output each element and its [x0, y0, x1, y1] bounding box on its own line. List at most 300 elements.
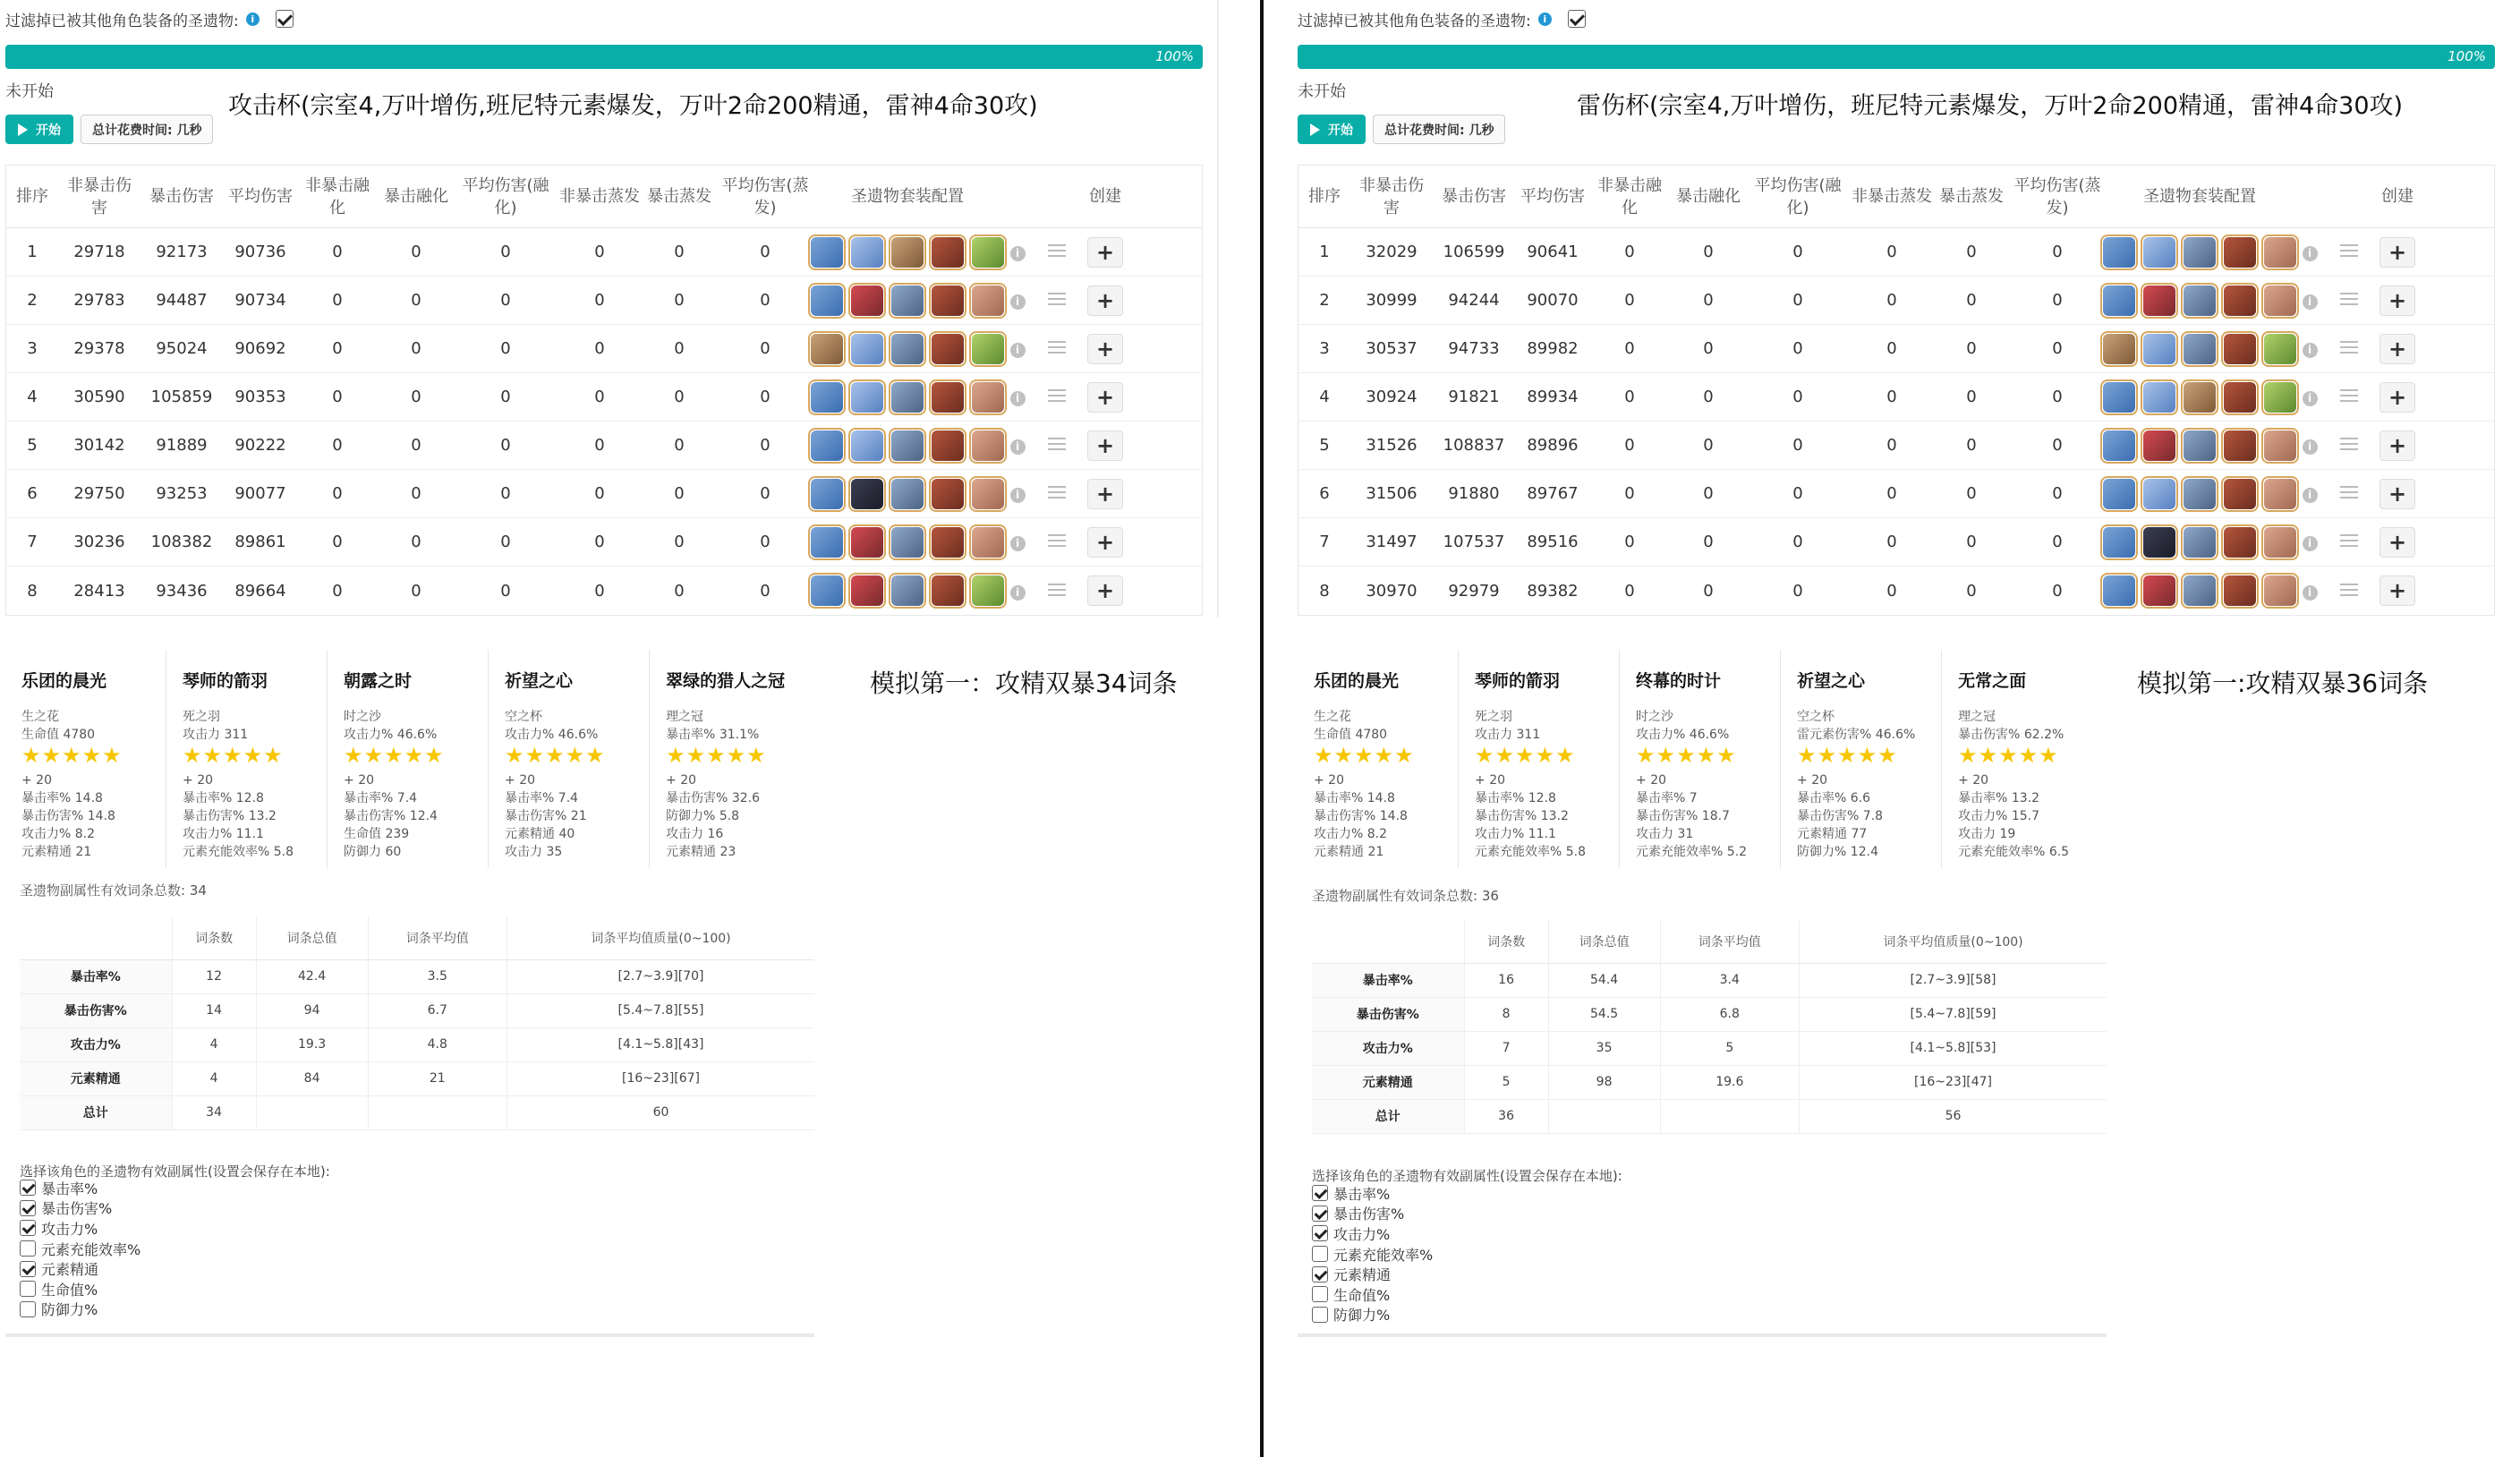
- artifact-icon-frame[interactable]: [889, 524, 926, 560]
- artifact-substat: 暴击伤害% 7.8: [1797, 809, 1884, 823]
- info-icon[interactable]: i: [1010, 246, 1026, 261]
- start-button[interactable]: [5, 115, 73, 144]
- artifact-icon: [2103, 237, 2135, 268]
- attr-label: 生命值%: [1333, 1286, 1391, 1304]
- create-plus-button[interactable]: +: [1087, 237, 1123, 268]
- artifact-icon: [811, 237, 843, 268]
- artifact-icon-frame[interactable]: [808, 476, 846, 512]
- attr-option[interactable]: [20, 1279, 140, 1299]
- avg-damage-cell: 90736: [234, 243, 286, 261]
- artifact-icon-frame[interactable]: [889, 283, 926, 319]
- list-icon[interactable]: [1048, 438, 1066, 450]
- right-panel: [1292, 0, 2520, 1457]
- col-header: 创建: [1089, 187, 1121, 206]
- filter-row: [5, 5, 294, 32]
- list-icon[interactable]: [1048, 486, 1066, 498]
- artifact-icon-frame[interactable]: [808, 573, 846, 609]
- attr-option[interactable]: [1312, 1223, 1433, 1244]
- create-plus-button[interactable]: +: [1087, 382, 1123, 413]
- substat-value: 19.6: [1660, 1065, 1800, 1099]
- artifact-icon: [2184, 334, 2216, 364]
- star-icon: ★: [263, 743, 283, 768]
- filter-checkbox[interactable]: [1568, 10, 1586, 28]
- artifact-icon-frame[interactable]: [848, 283, 886, 319]
- artifact-card[interactable]: [1942, 650, 2103, 868]
- list-icon[interactable]: [1048, 244, 1066, 257]
- crit-damage-cell: 91880: [1448, 484, 1500, 503]
- artifact-substat: 暴击伤害% 21: [505, 809, 587, 823]
- star-icon: ★: [243, 743, 263, 768]
- filter-label: 过滤掉已被其他角色装备的圣遗物:: [1298, 12, 1531, 30]
- artifact-icon-frame[interactable]: [2221, 476, 2259, 512]
- info-cell: [1000, 436, 1035, 455]
- artifact-icon-frame[interactable]: [929, 524, 966, 560]
- create-plus-button[interactable]: +: [2380, 479, 2415, 509]
- avg-melt-cell: 0: [500, 436, 511, 455]
- start-button[interactable]: [1298, 115, 1366, 144]
- substat-name: 攻击力%: [1312, 1031, 1464, 1065]
- avg-melt-cell: 0: [1792, 533, 1803, 551]
- artifact-slot: 理之冠: [1958, 710, 1996, 724]
- attr-checkbox[interactable]: [1312, 1307, 1328, 1323]
- crit-vaporize-cell: 0: [674, 339, 685, 358]
- time-button[interactable]: 总计花费时间: 几秒: [1373, 115, 1505, 144]
- attr-option[interactable]: [1312, 1305, 1433, 1325]
- list-icon[interactable]: [1048, 389, 1066, 402]
- artifact-substat: 攻击力% 15.7: [1958, 809, 2039, 823]
- col-header: 非暴击蒸发: [559, 187, 640, 206]
- crit-damage-cell: 108837: [1443, 436, 1505, 455]
- artifact-card[interactable]: [1298, 650, 1459, 868]
- artifact-card[interactable]: [650, 650, 811, 868]
- attr-option[interactable]: [20, 1239, 140, 1259]
- create-plus-button[interactable]: +: [2380, 237, 2415, 268]
- info-icon[interactable]: i: [2303, 488, 2318, 503]
- info-icon[interactable]: i: [1538, 13, 1552, 26]
- substat-header: 词条平均值: [1660, 920, 1800, 963]
- attr-option[interactable]: [1312, 1183, 1433, 1204]
- col-header: [1000, 166, 1035, 227]
- artifact-substat: 元素充能效率% 5.8: [1475, 845, 1587, 859]
- info-icon[interactable]: i: [2303, 246, 2318, 261]
- crit-damage-cell: 91821: [1448, 388, 1500, 406]
- artifact-slot: 空之杯: [505, 710, 543, 724]
- artifact-icon-frame[interactable]: [848, 476, 886, 512]
- artifact-icon: [2224, 430, 2256, 461]
- artifact-icon-frame[interactable]: [848, 428, 886, 464]
- artifact-slot: 时之沙: [344, 710, 382, 724]
- avg-vaporize-cell: 0: [2052, 581, 2063, 601]
- artifact-icon-frame[interactable]: [2100, 234, 2138, 270]
- substat-value: 16: [1464, 963, 1548, 997]
- artifact-icon-frame[interactable]: [2100, 428, 2138, 464]
- artifact-icon: [2184, 285, 2216, 316]
- total-quality: 60: [507, 1095, 814, 1129]
- attr-option[interactable]: [20, 1178, 140, 1198]
- noncrit-damage-cell: 28413: [73, 581, 125, 601]
- col-header: 平均伤害: [1520, 187, 1585, 206]
- artifact-icon-frame[interactable]: [2141, 234, 2178, 270]
- result-row: [1298, 325, 2494, 373]
- list-icon[interactable]: [1048, 534, 1066, 547]
- artifact-icon-frame[interactable]: [808, 234, 846, 270]
- artifact-icon-frame[interactable]: [2100, 331, 2138, 367]
- artifact-icon-frame[interactable]: [2221, 524, 2259, 560]
- list-cell: [2328, 582, 2371, 601]
- info-icon[interactable]: i: [1010, 585, 1026, 601]
- star-icon: ★: [21, 743, 41, 768]
- attr-option[interactable]: [1312, 1284, 1433, 1305]
- list-icon[interactable]: [1048, 584, 1066, 596]
- artifact-substat: 暴击伤害% 12.4: [344, 809, 438, 823]
- info-icon[interactable]: i: [1010, 536, 1026, 551]
- crit-vaporize-cell: 0: [1966, 388, 1977, 406]
- artifact-icon: [2224, 382, 2256, 413]
- artifact-icon-frame[interactable]: [848, 524, 886, 560]
- star-rating: [505, 745, 649, 766]
- avg-melt-cell: 0: [1792, 339, 1803, 358]
- artifact-icon-frame[interactable]: [2181, 379, 2218, 415]
- avg-damage-cell: 90641: [1527, 243, 1579, 261]
- artifact-name: 乐团的晨光: [1314, 671, 1400, 691]
- artifact-icon-frame[interactable]: [2100, 379, 2138, 415]
- list-icon[interactable]: [2340, 389, 2358, 402]
- artifact-icon: [932, 382, 964, 413]
- star-icon: ★: [1535, 743, 1555, 768]
- crit-damage-cell: 91889: [156, 436, 208, 455]
- info-icon[interactable]: i: [1010, 343, 1026, 358]
- col-header: 暴击蒸发: [1939, 187, 2004, 206]
- info-icon[interactable]: i: [1010, 391, 1026, 406]
- attr-option[interactable]: [1312, 1204, 1433, 1224]
- list-icon[interactable]: [2340, 244, 2358, 257]
- attr-option[interactable]: [20, 1299, 140, 1320]
- substat-header: 词条平均值质量(0~100): [1800, 920, 2107, 963]
- star-icon: ★: [1998, 743, 2018, 768]
- star-icon: ★: [524, 743, 545, 768]
- artifact-icon-frame[interactable]: [889, 379, 926, 415]
- substat-value: 21: [368, 1061, 507, 1095]
- artifact-icon: [2224, 237, 2256, 268]
- info-cell: [1000, 339, 1035, 358]
- attr-label: 元素充能效率%: [1333, 1246, 1434, 1264]
- star-icon: ★: [706, 743, 726, 768]
- artifact-card[interactable]: [1620, 650, 1781, 868]
- artifact-icon-frame[interactable]: [2141, 476, 2178, 512]
- attr-checkbox[interactable]: [20, 1220, 36, 1236]
- col-header: 平均伤害(融化): [1754, 175, 1842, 217]
- info-icon[interactable]: i: [2303, 343, 2318, 358]
- time-button[interactable]: 总计花费时间: 几秒: [81, 115, 213, 144]
- artifact-icon-frame[interactable]: [929, 234, 966, 270]
- info-cell: [1000, 533, 1035, 551]
- substat-name: 元素精通: [1312, 1065, 1464, 1099]
- list-icon[interactable]: [2340, 584, 2358, 596]
- artifact-substat: 元素充能效率% 6.5: [1958, 845, 2070, 859]
- artifact-icon-frame[interactable]: [889, 234, 926, 270]
- artifact-icon: [932, 430, 964, 461]
- attr-option[interactable]: [20, 1198, 140, 1219]
- info-icon[interactable]: i: [2303, 439, 2318, 455]
- artifact-icon-frame[interactable]: [929, 476, 966, 512]
- artifact-icon-frame[interactable]: [2221, 379, 2259, 415]
- create-plus-button[interactable]: +: [1087, 430, 1123, 461]
- artifact-card[interactable]: [328, 650, 489, 868]
- substat-value: 54.4: [1548, 963, 1660, 997]
- artifact-level: + 20: [1958, 773, 1989, 788]
- result-row: [1298, 373, 2494, 422]
- col-header: 平均伤害(蒸发): [2013, 175, 2101, 217]
- noncrit-vaporize-cell: 0: [1886, 339, 1897, 358]
- attr-checkbox[interactable]: [1312, 1225, 1328, 1241]
- star-icon: ★: [62, 743, 81, 768]
- artifact-icon-frame[interactable]: [929, 428, 966, 464]
- artifact-card[interactable]: [1781, 650, 1942, 868]
- avg-vaporize-cell: 0: [2052, 388, 2063, 406]
- status-text: 未开始: [5, 82, 54, 101]
- info-icon[interactable]: i: [1010, 294, 1026, 310]
- artifact-icon-frame[interactable]: [848, 331, 886, 367]
- artifact-cards: [1298, 650, 2103, 868]
- artifact-icon-frame[interactable]: [848, 573, 886, 609]
- rank-cell: 2: [27, 291, 38, 310]
- artifact-icon-frame[interactable]: [929, 573, 966, 609]
- avg-damage-cell: 89382: [1527, 581, 1579, 601]
- attr-title: 选择该角色的圣遗物有效副属性(设置会保存在本地):: [1312, 1168, 1622, 1184]
- artifact-icon: [2143, 237, 2175, 268]
- attr-checkbox[interactable]: [20, 1240, 36, 1257]
- artifact-icon-frame[interactable]: [889, 331, 926, 367]
- artifact-level: + 20: [1636, 773, 1667, 788]
- create-cell: [1078, 575, 1132, 606]
- artifact-icon: [2224, 285, 2256, 316]
- artifact-icon-frame[interactable]: [889, 428, 926, 464]
- substat-value: 12: [172, 959, 256, 993]
- artifact-icon: [932, 285, 964, 316]
- artifact-icon-frame[interactable]: [2181, 476, 2218, 512]
- progress-bar: [1298, 45, 2495, 69]
- artifact-icon-frame[interactable]: [808, 283, 846, 319]
- artifact-icon: [2103, 575, 2135, 606]
- artifact-icon-frame[interactable]: [808, 524, 846, 560]
- info-icon[interactable]: i: [2303, 536, 2318, 551]
- col-header: 非暴击融化: [1597, 175, 1662, 217]
- substat-value: 98: [1548, 1065, 1660, 1099]
- artifact-icon-frame[interactable]: [808, 331, 846, 367]
- info-icon[interactable]: i: [2303, 585, 2318, 601]
- info-icon[interactable]: i: [2303, 391, 2318, 406]
- result-row: [1298, 518, 2494, 567]
- total-label: 总计: [20, 1095, 172, 1129]
- artifact-icon-frame[interactable]: [808, 379, 846, 415]
- artifact-icon: [891, 527, 924, 558]
- substat-value: 4: [172, 1061, 256, 1095]
- info-icon[interactable]: i: [246, 13, 260, 26]
- avg-damage-cell: 90077: [234, 484, 286, 503]
- artifact-main-stat: 暴击率% 31.1%: [666, 728, 760, 742]
- create-plus-button[interactable]: +: [2380, 575, 2415, 606]
- create-plus-button[interactable]: +: [2380, 430, 2415, 461]
- substat-name: 暴击伤害%: [20, 993, 172, 1027]
- artifact-icon-frame[interactable]: [2141, 283, 2178, 319]
- attr-checkbox[interactable]: [1312, 1185, 1328, 1201]
- rank-cell: 1: [1319, 243, 1330, 261]
- avg-melt-cell: 0: [1792, 436, 1803, 455]
- artifact-icon-frame[interactable]: [889, 573, 926, 609]
- artifact-card[interactable]: [1459, 650, 1620, 868]
- create-plus-button[interactable]: +: [1087, 285, 1123, 316]
- star-icon: ★: [1374, 743, 1394, 768]
- artifact-set-icons: [815, 331, 1000, 367]
- filter-checkbox[interactable]: [276, 10, 294, 28]
- headline-annotation: 攻击杯(宗室4,万叶增伤,班尼特元素爆发，万叶2命200精通，雷神4命30攻): [228, 92, 1038, 120]
- artifact-icon-frame[interactable]: [2221, 428, 2259, 464]
- artifact-card[interactable]: [166, 650, 328, 868]
- list-icon[interactable]: [2340, 438, 2358, 450]
- create-cell: [2371, 285, 2424, 316]
- substat-value: 5: [1464, 1065, 1548, 1099]
- create-cell: [1078, 285, 1132, 316]
- artifact-icon-frame[interactable]: [889, 476, 926, 512]
- artifact-icon-frame[interactable]: [2221, 234, 2259, 270]
- info-cell: [2292, 582, 2328, 601]
- artifact-icon-frame[interactable]: [2181, 283, 2218, 319]
- artifact-icon-frame[interactable]: [2141, 524, 2178, 560]
- noncrit-melt-cell: 0: [1624, 436, 1635, 455]
- attr-option[interactable]: [20, 1218, 140, 1239]
- create-plus-button[interactable]: +: [2380, 382, 2415, 413]
- artifact-icon-frame[interactable]: [848, 234, 886, 270]
- artifact-icon-frame[interactable]: [2181, 524, 2218, 560]
- attr-title: 选择该角色的圣遗物有效副属性(设置会保存在本地):: [20, 1163, 330, 1180]
- artifact-name: 祈望之心: [505, 671, 574, 691]
- attr-label: 元素充能效率%: [41, 1240, 141, 1258]
- list-icon[interactable]: [1048, 293, 1066, 305]
- crit-damage-cell: 94487: [156, 291, 208, 310]
- noncrit-melt-cell: 0: [332, 243, 343, 261]
- info-icon[interactable]: i: [1010, 439, 1026, 455]
- crit-melt-cell: 0: [411, 533, 421, 551]
- artifact-icon-frame[interactable]: [2181, 234, 2218, 270]
- attr-checkbox[interactable]: [20, 1200, 36, 1216]
- create-plus-button[interactable]: +: [1087, 334, 1123, 364]
- crit-melt-cell: 0: [1703, 388, 1714, 406]
- list-icon[interactable]: [2340, 293, 2358, 305]
- panel-edge: [1217, 0, 1219, 618]
- col-header: 非暴击蒸发: [1852, 187, 1932, 206]
- attr-option[interactable]: [1312, 1244, 1433, 1265]
- artifact-icon-frame[interactable]: [848, 379, 886, 415]
- artifact-icon-frame[interactable]: [2221, 283, 2259, 319]
- create-plus-button[interactable]: +: [1087, 527, 1123, 558]
- result-row: [6, 422, 1202, 470]
- attr-checkbox[interactable]: [1312, 1246, 1328, 1262]
- artifact-name: 无常之面: [1958, 671, 2027, 691]
- noncrit-damage-cell: 30537: [1366, 339, 1418, 358]
- create-plus-button[interactable]: +: [2380, 285, 2415, 316]
- artifact-icon-frame[interactable]: [2100, 476, 2138, 512]
- substat-name: 暴击率%: [1312, 963, 1464, 997]
- artifact-icon-frame[interactable]: [929, 331, 966, 367]
- artifact-icon-frame[interactable]: [2181, 331, 2218, 367]
- attr-checkbox[interactable]: [20, 1180, 36, 1196]
- artifact-card[interactable]: [489, 650, 650, 868]
- info-icon[interactable]: i: [2303, 294, 2318, 310]
- artifact-substat: 元素精通 40: [505, 827, 575, 841]
- artifact-icon-frame[interactable]: [2100, 524, 2138, 560]
- artifact-slot: 理之冠: [666, 710, 704, 724]
- attr-checkbox[interactable]: [20, 1301, 36, 1317]
- list-icon[interactable]: [2340, 534, 2358, 547]
- attr-option[interactable]: [20, 1258, 140, 1279]
- artifact-level: + 20: [1314, 773, 1344, 788]
- artifact-icon-frame[interactable]: [929, 283, 966, 319]
- star-icon: ★: [726, 743, 746, 768]
- create-plus-button[interactable]: +: [1087, 575, 1123, 606]
- artifact-card[interactable]: [5, 650, 166, 868]
- star-icon: ★: [1494, 743, 1515, 768]
- star-rating: [344, 745, 488, 766]
- artifact-icon-frame[interactable]: [2100, 573, 2138, 609]
- artifact-level: + 20: [21, 773, 52, 788]
- star-icon: ★: [1817, 743, 1837, 768]
- artifact-icon-frame[interactable]: [2141, 573, 2178, 609]
- avg-damage-cell: 89896: [1527, 436, 1579, 455]
- artifact-set-icons: [815, 524, 1000, 560]
- create-plus-button[interactable]: +: [2380, 334, 2415, 364]
- artifact-icon-frame[interactable]: [2181, 573, 2218, 609]
- attr-label: 暴击伤害%: [41, 1200, 113, 1218]
- crit-damage-cell: 95024: [156, 339, 208, 358]
- artifact-icon-frame[interactable]: [2141, 428, 2178, 464]
- artifact-icon-frame[interactable]: [2141, 331, 2178, 367]
- artifact-substat: 暴击率% 7.4: [344, 791, 418, 805]
- attr-checkbox[interactable]: [1312, 1206, 1328, 1222]
- attr-checkbox[interactable]: [20, 1281, 36, 1297]
- artifact-icon-frame[interactable]: [929, 379, 966, 415]
- artifact-icon: [891, 237, 924, 268]
- create-plus-button[interactable]: +: [2380, 527, 2415, 558]
- crit-damage-cell: 94244: [1448, 291, 1500, 310]
- attr-checkbox[interactable]: [1312, 1286, 1328, 1302]
- create-plus-button[interactable]: +: [1087, 479, 1123, 509]
- attr-checkbox[interactable]: [20, 1261, 36, 1277]
- rank-cell: 7: [27, 533, 38, 551]
- attr-checkbox[interactable]: [1312, 1266, 1328, 1282]
- attr-option[interactable]: [1312, 1264, 1433, 1284]
- artifact-icon-frame[interactable]: [808, 428, 846, 464]
- list-cell: [2328, 339, 2371, 358]
- info-icon[interactable]: i: [1010, 488, 1026, 503]
- list-icon[interactable]: [1048, 341, 1066, 354]
- list-icon[interactable]: [2340, 486, 2358, 498]
- list-cell: [2328, 436, 2371, 455]
- avg-melt-cell: 0: [500, 581, 511, 601]
- col-header: 圣遗物套装配置: [2143, 187, 2256, 206]
- artifact-icon-frame[interactable]: [2181, 428, 2218, 464]
- artifact-icon-frame[interactable]: [2221, 573, 2259, 609]
- list-icon[interactable]: [2340, 341, 2358, 354]
- crit-melt-cell: 0: [411, 339, 421, 358]
- substat-total-row: [1312, 1099, 2107, 1133]
- artifact-main-stat: 攻击力 311: [1475, 728, 1541, 742]
- artifact-icon-frame[interactable]: [2100, 283, 2138, 319]
- col-header: 暴击融化: [1676, 187, 1741, 206]
- rank-cell: 1: [27, 243, 38, 261]
- artifact-icon-frame[interactable]: [2141, 379, 2178, 415]
- artifact-icon-frame[interactable]: [2221, 331, 2259, 367]
- star-rating: [1475, 745, 1619, 766]
